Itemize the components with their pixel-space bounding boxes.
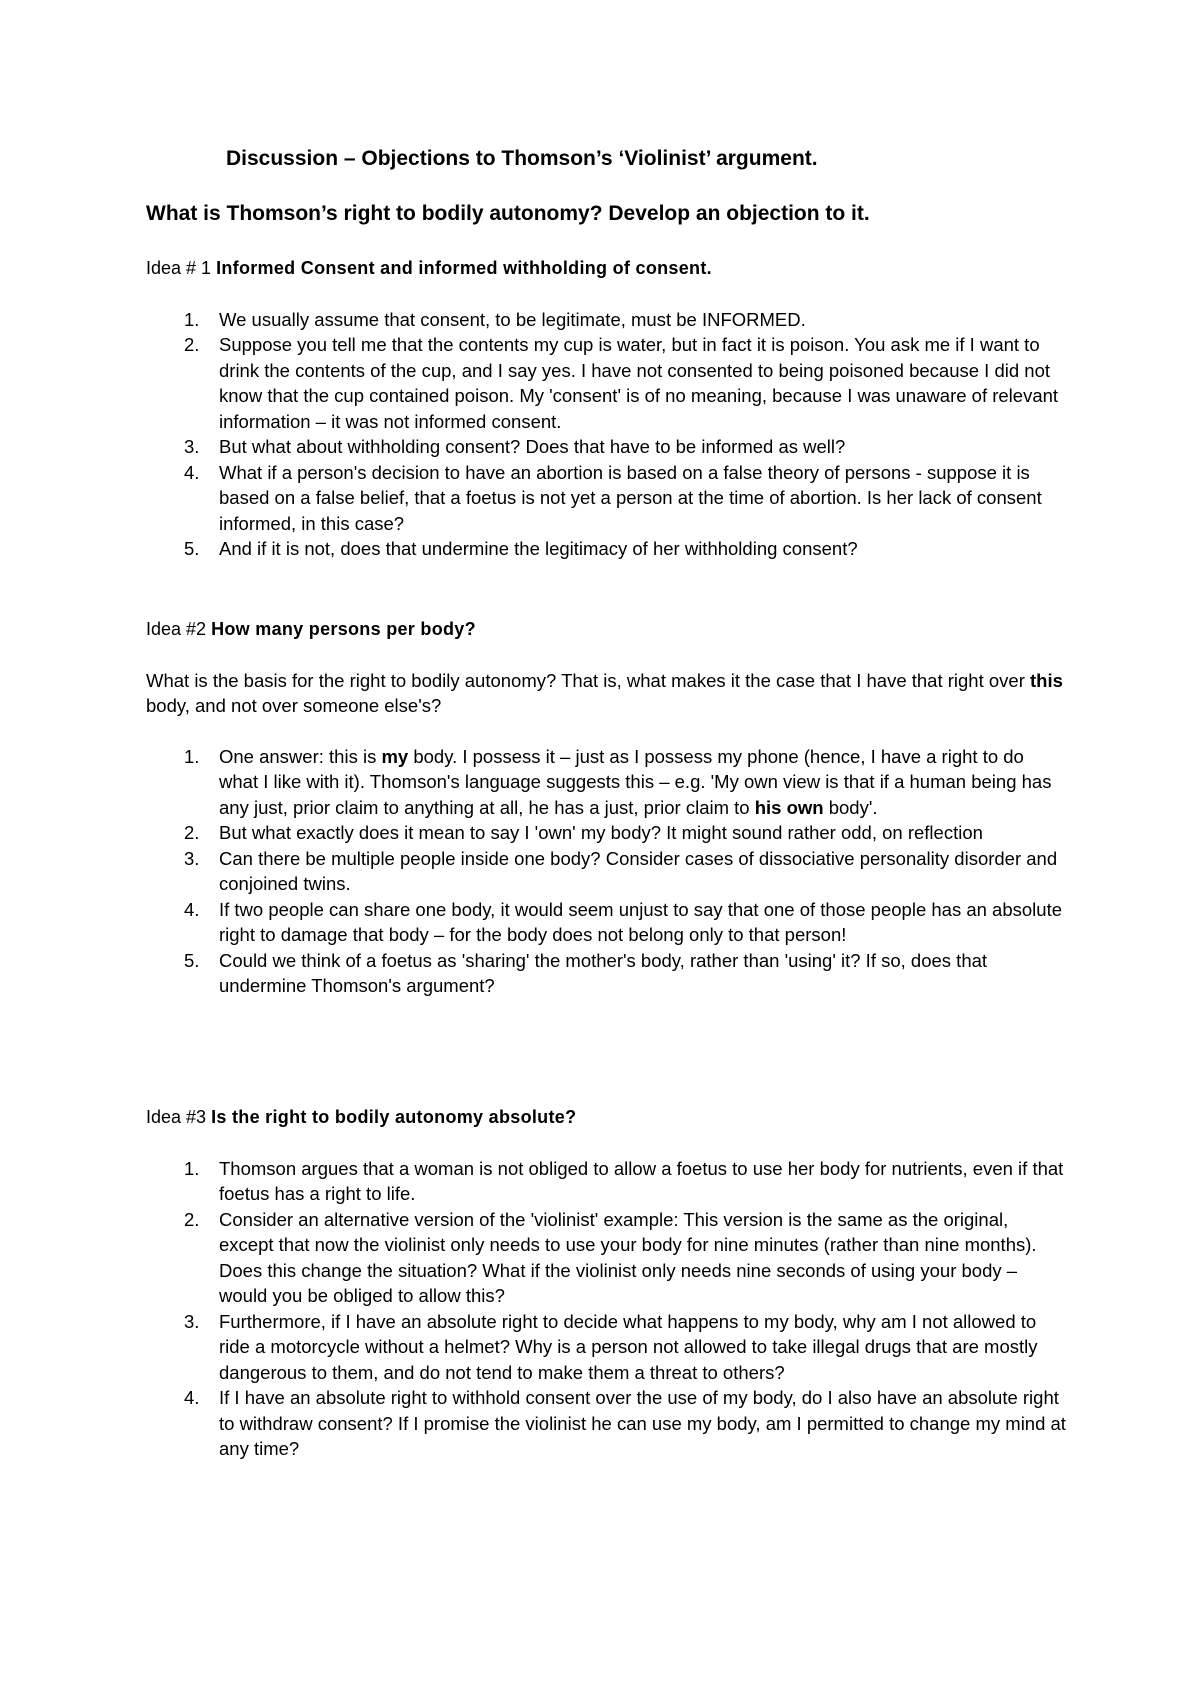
list-item: [146, 820, 1066, 846]
list-number: 4.: [184, 461, 200, 483]
list-text: One answer: this is: [219, 745, 382, 767]
list-text: And if it is not, does that undermine the legitimacy of her withholding consent?: [219, 538, 858, 559]
list-item: [146, 1207, 1066, 1309]
idea-2-heading: [146, 617, 1066, 643]
list-text: But what exactly does it mean to say I 'own' my body? It might sound rather odd, on reflection: [219, 822, 983, 843]
list-text: Suppose you tell me that the contents my cup is water, but in fact it is poison. You ask me if I want to drink the contents of the cup, and I say yes. I have not consented to being poisoned because I did not know that the cup contained poison. My 'consent' is of no meaning, because I was unaware of relevant information – it was not informed consent.: [219, 334, 1059, 432]
idea-1-section: [146, 256, 1066, 562]
list-number: 2.: [184, 822, 200, 843]
list-item: [146, 1385, 1066, 1462]
list-text: Can there be multiple people inside one body? Consider cases of dissociative personality disorder and conjoined twins.: [219, 847, 1058, 894]
list-item: [146, 536, 1066, 562]
list-text: Thomson argues that a woman is not obliged to allow a foetus to use her body for nutrients, even if that foetus has a right to life.: [219, 1157, 1064, 1204]
list-text: Furthermore, if I have an absolute right to decide what happens to my body, why am I not allowed to ride a motorcycle without a helmet? Why is a person not allowed to take illegal drugs that are mostly dangerous to them, and do not tend to make them a threat to others?: [219, 1310, 1038, 1383]
list-item: [146, 897, 1066, 948]
list-item: [146, 332, 1066, 434]
idea-1-list: [146, 307, 1066, 562]
idea-3-prefix: Idea #3: [146, 1107, 212, 1127]
list-text: But what about withholding consent? Does that have to be informed as well?: [219, 436, 846, 457]
idea-2-prefix: Idea #2: [146, 619, 212, 639]
list-number: 1.: [184, 1157, 200, 1179]
idea-2-section: [146, 617, 1066, 999]
idea-2-list: [146, 744, 1066, 999]
intro-text: body, and not over someone else's?: [146, 695, 442, 716]
list-text: What if a person's decision to have an abortion is based on a false theory of persons - suppose it is based on a false belief, that a foetus is not yet a person at the time of abortion. Is her lack of consent informed, in this case?: [219, 461, 1042, 534]
idea-1-heading: [146, 256, 1066, 282]
idea-1-title: Informed Consent and informed withholding of consent.: [216, 258, 712, 278]
idea-3-title: Is the right to bodily autonomy absolute?: [211, 1107, 577, 1127]
document-title: Discussion – Objections to Thomson’s ‘Violinist’ argument.: [226, 147, 818, 170]
list-item: [146, 744, 1066, 821]
intro-emphasis: this: [1030, 669, 1063, 691]
list-emphasis: my: [381, 745, 409, 767]
list-item: [146, 846, 1066, 897]
list-text: Could we think of a foetus as 'sharing' the mother's body, rather than 'using' it? If so, does that undermine Thomson's argument?: [219, 949, 988, 996]
list-text: Consider an alternative version of the 'violinist' example: This version is the same as the original, except that now the violinist only needs to use your body for nine minutes (rather than nine months). Does this change the situation? What if the violinist only needs nine seconds of using your body – would you be obliged to allow this?: [219, 1208, 1037, 1306]
idea-3-list: [146, 1156, 1066, 1462]
idea-2-title: How many persons per body?: [211, 619, 476, 639]
list-number: 5.: [184, 538, 200, 559]
list-number: 1.: [184, 745, 200, 767]
list-number: 2.: [184, 334, 200, 355]
list-number: 4.: [184, 1387, 200, 1408]
list-item: [146, 948, 1066, 999]
list-number: 3.: [184, 436, 200, 457]
list-text: If two people can share one body, it would seem unjust to say that one of those people has an absolute right to damage that body – for the body does not belong only to that person!: [219, 898, 1062, 945]
list-number: 3.: [184, 1310, 200, 1332]
list-number: 5.: [184, 949, 200, 971]
list-item: [146, 434, 1066, 460]
list-number: 3.: [184, 847, 200, 869]
idea-2-intro: [146, 668, 1066, 719]
list-item: [146, 460, 1066, 537]
list-item: [146, 1309, 1066, 1386]
list-number: 4.: [184, 898, 200, 920]
list-item: [146, 1156, 1066, 1207]
idea-1-prefix: Idea # 1: [146, 258, 217, 278]
essay-question: What is Thomson’s right to bodily autonomy? Develop an objection to it.: [146, 202, 870, 225]
list-emphasis: his own: [754, 796, 824, 818]
idea-3-heading: [146, 1105, 1066, 1131]
list-text: body'.: [823, 796, 878, 818]
list-text: If I have an absolute right to withhold consent over the use of my body, do I also have an absolute right to withdraw consent? If I promise the violinist he can use my body, am I permitted to change my mind at any time?: [219, 1387, 1066, 1459]
list-text: body. I possess it – just as I possess my phone (hence, I have a right to do what I like with it). Thomson's language suggests this – e.g. 'My own view is that if a human being has any just, prior claim to anything at all, he has a just, prior claim to: [219, 745, 1052, 818]
intro-text: What is the basis for the right to bodily autonomy? That is, what makes it the case that I have that right over: [146, 669, 1030, 691]
list-number: 1.: [184, 308, 200, 330]
list-text: We usually assume that consent, to be legitimate, must be INFORMED.: [219, 308, 806, 330]
idea-3-section: [146, 1105, 1066, 1462]
list-item: [146, 307, 1066, 333]
list-number: 2.: [184, 1208, 200, 1230]
